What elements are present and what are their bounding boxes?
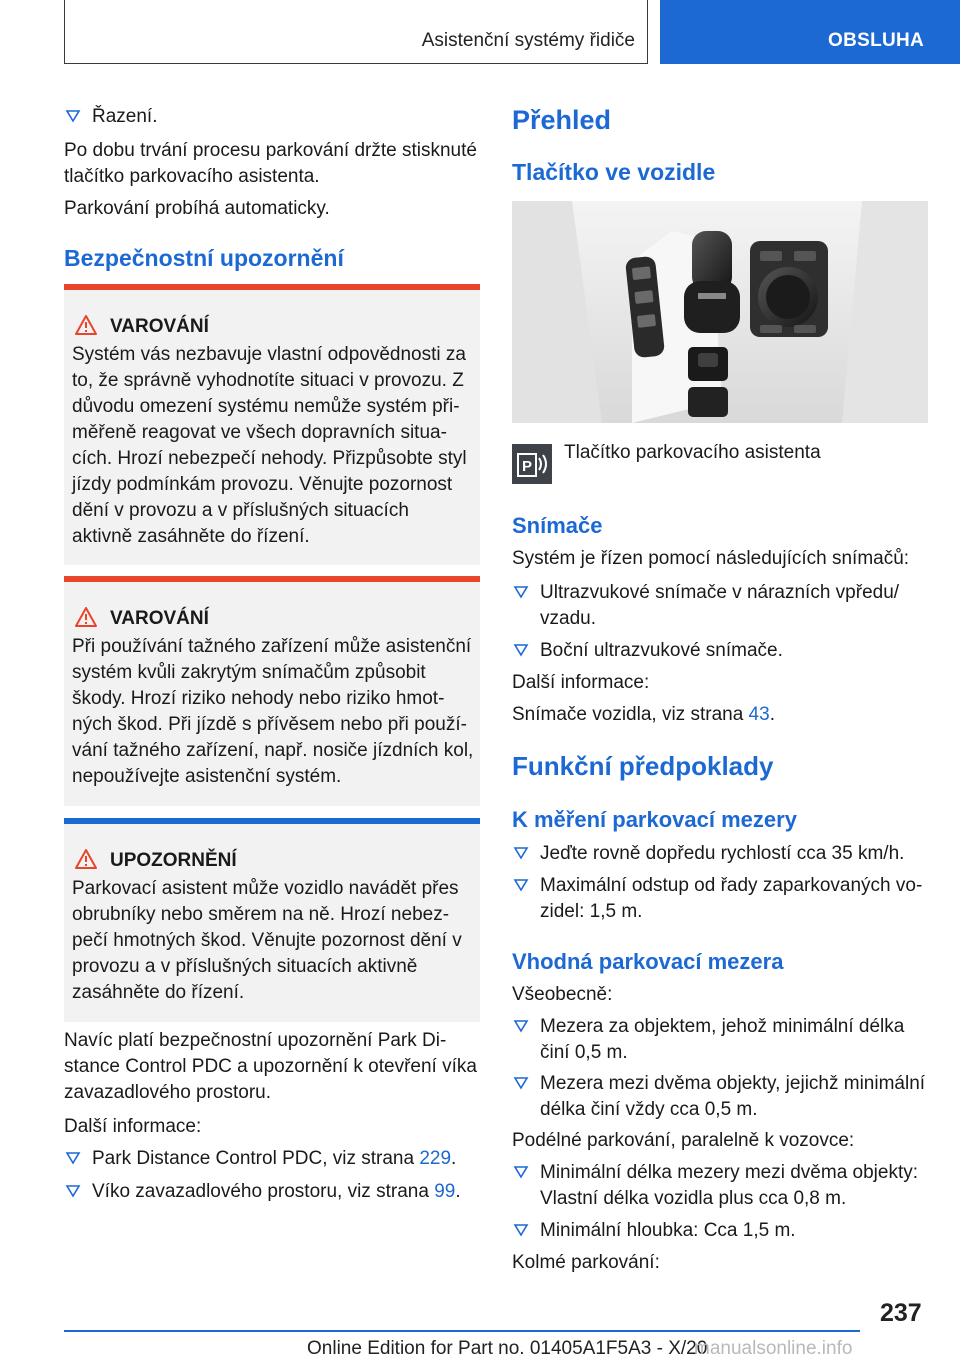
list-item-text: Boční ultrazvukové snímače.	[540, 640, 783, 661]
footer-divider	[64, 1330, 860, 1332]
notice-text: Parkovací asistent může vozidlo navádět přes obrubníky nebo směrem na ně. Hrozí nebezpečí hmotných škod. Věnujte pozornost dění v provozu a v příslušných situacích aktivně zasáhněte do řízení.	[72, 878, 462, 1003]
list-item	[64, 1146, 480, 1172]
list-item-text: Mezera za objektem, jehož minimální délka činí 0,5 m.	[540, 1016, 905, 1063]
paragraph: Kolmé parkování:	[512, 1252, 660, 1273]
notice-triangle-icon	[74, 848, 98, 870]
page-link[interactable]: 229	[419, 1148, 452, 1169]
list-item	[512, 580, 928, 632]
subsection-heading: Vhodná parkovací mezera	[512, 949, 784, 974]
link-text: Park Distance Control PDC, viz strana	[92, 1148, 420, 1169]
triangle-bullet-icon	[512, 844, 530, 862]
triangle-bullet-icon	[512, 583, 530, 601]
reference	[512, 702, 928, 728]
page-number: 237	[880, 1299, 922, 1327]
list-item	[512, 841, 928, 867]
warning-triangle-icon	[74, 314, 98, 336]
list-item-text: Řazení.	[92, 106, 158, 127]
paragraph: Navíc platí bezpečnostní upozornění Park Distance Control PDC a upozornění k otevření víka zavazadlového prostoru.	[64, 1030, 477, 1103]
notice-title: UPOZORNĚNÍ	[110, 850, 237, 871]
more-info-label: Další informace:	[64, 1116, 202, 1137]
section-heading: Funkční předpoklady	[512, 751, 774, 781]
list-item	[64, 1179, 480, 1205]
link-text: Víko zavazadlového prostoru, viz strana	[92, 1181, 435, 1202]
triangle-bullet-icon	[64, 1149, 82, 1167]
triangle-bullet-icon	[512, 641, 530, 659]
paragraph: Všeobecně:	[512, 984, 613, 1005]
paragraph: Podélné parkování, paralelně k vozovce:	[512, 1130, 855, 1151]
link-end: .	[451, 1148, 457, 1169]
list-item-text: Maximální odstup od řady zaparkovaných vozidel: 1,5 m.	[540, 875, 923, 922]
paragraph: Parkování probíhá automaticky.	[64, 198, 330, 219]
section-heading: Bezpečnostní upozornění	[64, 245, 344, 271]
warning-box	[64, 284, 480, 565]
triangle-bullet-icon	[64, 107, 82, 125]
notice-box	[64, 818, 480, 1022]
list-item	[512, 1071, 928, 1123]
subsection-heading: Snímače	[512, 513, 603, 538]
list-item	[512, 1014, 928, 1066]
paragraph: Systém je řízen pomocí následujících snímačů:	[512, 548, 910, 569]
header-section	[64, 0, 648, 64]
list-item	[512, 1160, 928, 1212]
warning-text: Při používání tažného zařízení může asistenční systém kvůli zakrytým snímačům způsobit škody. Hrozí riziko nehody nebo riziko hmotných škod. Při jízdě s přívěsem nebo při používání tažného zařízení, např. nosiče jízdních kol, nepoužívejte asistenční systém.	[72, 636, 474, 787]
list-item-text: Jeďte rovně dopředu rychlostí cca 35 km/h.	[540, 843, 905, 864]
image-caption: Tlačítko parkovacího asistenta	[564, 442, 821, 463]
link-text: Snímače vozidla, viz strana	[512, 704, 749, 725]
warning-bar	[64, 576, 480, 582]
warning-title: VAROVÁNÍ	[110, 316, 209, 337]
triangle-bullet-icon	[64, 1182, 82, 1200]
parking-assistant-icon	[512, 444, 552, 484]
footer-edition: Online Edition for Part no. 01405A1F5A3 - X/20	[307, 1338, 708, 1359]
page-link[interactable]: 43	[748, 704, 770, 725]
paragraph: Po dobu trvání procesu parkování držte stisknuté tlačítko parkovacího asistenta.	[64, 140, 477, 187]
more-info-label: Další informace:	[512, 672, 650, 693]
triangle-bullet-icon	[512, 1074, 530, 1092]
header-section-title: Asistenční systémy řidiče	[421, 30, 635, 51]
subsection-heading: Tlačítko ve vozidle	[512, 159, 716, 185]
warning-box	[64, 576, 480, 806]
section-heading: Přehled	[512, 105, 612, 135]
list-item	[512, 873, 928, 925]
notice-bar	[64, 818, 480, 824]
warning-title: VAROVÁNÍ	[110, 608, 209, 629]
list-item	[512, 638, 928, 664]
warning-text: Systém vás nezbavuje vlastní odpovědnosti za to, že správně vyhodnotíte situaci v provozu. Z důvodu omezení systému nemůže systém přiměřeně reagovat ve všech dopravních situacích. Hrozí nebezpečí nehody. Přizpůsobte styl jízdy podmínkám provozu. Věnujte pozornost dění v provozu a v příslušných situacích aktivně zasáhněte do řízení.	[72, 344, 467, 547]
page-link[interactable]: 99	[434, 1181, 456, 1202]
list-item-text: Ultrazvukové snímače v nárazních vpředu/ vzadu.	[540, 582, 900, 629]
list-item-text: Minimální délka mezery mezi dvěma objekty: Vlastní délka vozidla plus cca 0,8 m.	[540, 1162, 919, 1209]
triangle-bullet-icon	[512, 1221, 530, 1239]
triangle-bullet-icon	[512, 876, 530, 894]
warning-bar	[64, 284, 480, 290]
link-end: .	[455, 1181, 461, 1202]
list-item-text: Mezera mezi dvěma objekty, jejichž minimální délka činí vždy cca 0,5 m.	[540, 1073, 926, 1120]
header-tab[interactable]	[660, 0, 960, 64]
list-item	[512, 1218, 928, 1244]
triangle-bullet-icon	[512, 1017, 530, 1035]
list-item-text: Minimální hloubka: Cca 1,5 m.	[540, 1220, 796, 1241]
list-item	[64, 104, 480, 130]
triangle-bullet-icon	[512, 1163, 530, 1181]
link-end: .	[769, 704, 775, 725]
parking-assistant-button-icon	[512, 444, 552, 484]
header-tab-label: OBSLUHA	[828, 30, 925, 51]
svg-text:P: P	[522, 458, 533, 475]
subsection-heading: K měření parkovací mezery	[512, 807, 797, 832]
center-console-illustration	[512, 201, 928, 423]
console-photo	[512, 201, 928, 423]
footer-watermark: manualsonline.info	[694, 1338, 853, 1359]
warning-triangle-icon	[74, 606, 98, 628]
